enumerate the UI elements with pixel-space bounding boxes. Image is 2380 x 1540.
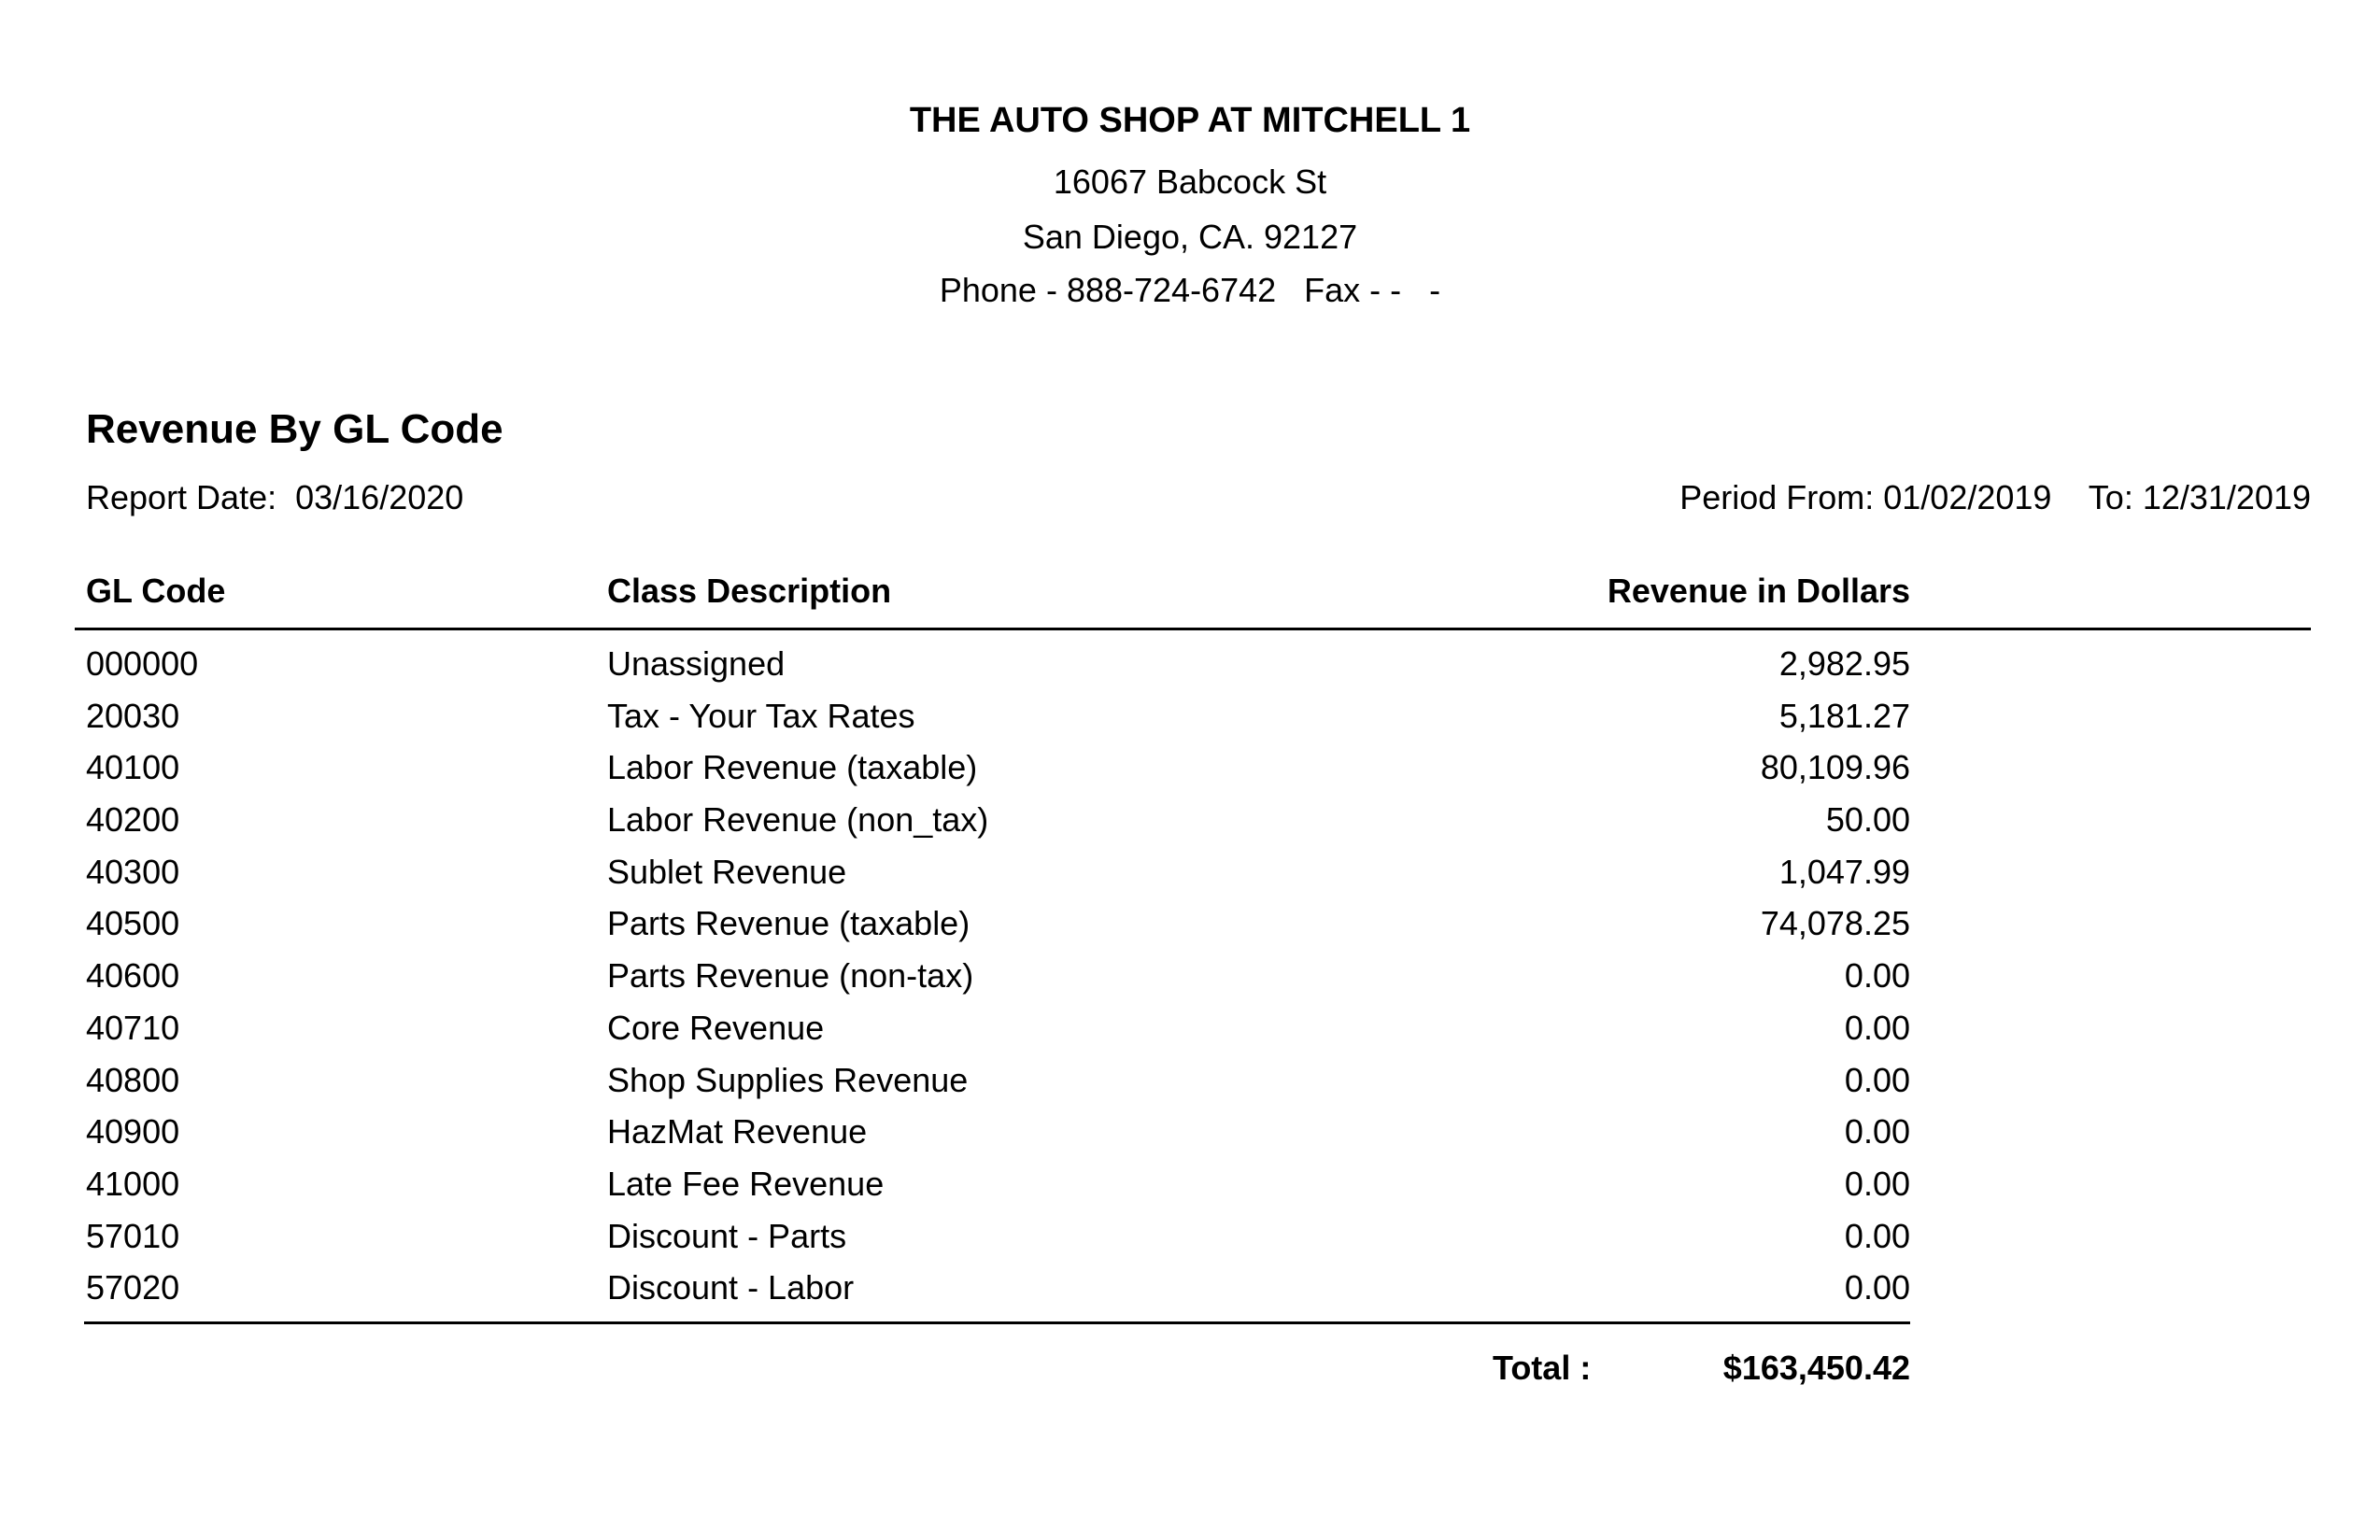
revenue-cell: 0.00 bbox=[1844, 956, 1910, 996]
revenue-cell: 0.00 bbox=[1844, 1112, 1910, 1151]
gl-code-cell: 57010 bbox=[86, 1216, 180, 1255]
revenue-cell: 0.00 bbox=[1844, 1268, 1910, 1307]
company-contact-line: Phone - 888-724-6742 Fax - - - bbox=[939, 271, 1441, 309]
company-address-line2: San Diego, CA. 92127 bbox=[1022, 218, 1358, 256]
revenue-cell: 74,078.25 bbox=[1760, 904, 1910, 943]
gl-code-cell: 40500 bbox=[86, 904, 180, 943]
table-row bbox=[0, 644, 2380, 697]
report-title: Revenue By GL Code bbox=[86, 406, 503, 452]
class-description-cell: Tax - Your Tax Rates bbox=[607, 696, 915, 735]
gl-code-cell: 20030 bbox=[86, 696, 180, 735]
table-row bbox=[0, 1165, 2380, 1217]
table-row bbox=[0, 1217, 2380, 1269]
table-row bbox=[0, 1112, 2380, 1165]
table-row bbox=[0, 853, 2380, 905]
gl-code-cell: 40900 bbox=[86, 1112, 180, 1151]
gl-code-cell: 40800 bbox=[86, 1060, 180, 1099]
revenue-cell: 0.00 bbox=[1844, 1008, 1910, 1047]
column-header-gl-code: GL Code bbox=[86, 572, 226, 610]
class-description-cell: Parts Revenue (non-tax) bbox=[607, 956, 974, 996]
revenue-cell: 80,109.96 bbox=[1760, 748, 1910, 787]
gl-code-cell: 40100 bbox=[86, 748, 180, 787]
gl-code-cell: 41000 bbox=[86, 1164, 180, 1203]
company-name: THE AUTO SHOP AT MITCHELL 1 bbox=[909, 101, 1471, 140]
revenue-cell: 0.00 bbox=[1844, 1164, 1910, 1203]
total-value: $163,450.42 bbox=[1722, 1349, 1910, 1387]
class-description-cell: Discount - Labor bbox=[607, 1268, 855, 1307]
column-header-revenue: Revenue in Dollars bbox=[1607, 572, 1910, 610]
table-row bbox=[0, 800, 2380, 853]
gl-code-cell: 40200 bbox=[86, 800, 180, 840]
table-row bbox=[0, 1268, 2380, 1321]
report-date: Report Date: 03/16/2020 bbox=[86, 478, 464, 516]
gl-code-cell: 40710 bbox=[86, 1008, 180, 1047]
class-description-cell: Core Revenue bbox=[607, 1008, 825, 1047]
gl-code-cell: 40600 bbox=[86, 956, 180, 996]
table-body bbox=[0, 644, 2380, 1321]
revenue-cell: 0.00 bbox=[1844, 1216, 1910, 1255]
gl-code-cell: 40300 bbox=[86, 852, 180, 891]
class-description-cell: Labor Revenue (non_tax) bbox=[607, 800, 989, 840]
table-row bbox=[0, 1061, 2380, 1113]
revenue-cell: 2,982.95 bbox=[1778, 644, 1910, 683]
column-header-class-description: Class Description bbox=[607, 572, 892, 610]
class-description-cell: Sublet Revenue bbox=[607, 852, 847, 891]
class-description-cell: Discount - Parts bbox=[607, 1216, 847, 1255]
class-description-cell: Shop Supplies Revenue bbox=[607, 1060, 969, 1099]
revenue-cell: 1,047.99 bbox=[1778, 852, 1910, 891]
class-description-cell: Unassigned bbox=[607, 644, 786, 683]
revenue-cell: 0.00 bbox=[1844, 1060, 1910, 1099]
table-row bbox=[0, 697, 2380, 749]
header-divider bbox=[75, 628, 2311, 630]
company-address-line1: 16067 Babcock St bbox=[1053, 162, 1327, 201]
table-row bbox=[0, 748, 2380, 800]
revenue-cell: 5,181.27 bbox=[1778, 696, 1910, 735]
class-description-cell: Late Fee Revenue bbox=[607, 1164, 885, 1203]
total-divider bbox=[84, 1321, 1910, 1324]
class-description-cell: HazMat Revenue bbox=[607, 1112, 868, 1151]
gl-code-cell: 000000 bbox=[86, 644, 199, 683]
revenue-cell: 50.00 bbox=[1825, 800, 1910, 840]
class-description-cell: Parts Revenue (taxable) bbox=[607, 904, 970, 943]
gl-code-cell: 57020 bbox=[86, 1268, 180, 1307]
total-label: Total : bbox=[1493, 1349, 1592, 1387]
table-row bbox=[0, 1009, 2380, 1061]
table-row bbox=[0, 904, 2380, 956]
class-description-cell: Labor Revenue (taxable) bbox=[607, 748, 978, 787]
table-row bbox=[0, 956, 2380, 1009]
report-period: Period From: 01/02/2019 To: 12/31/2019 bbox=[1679, 478, 2311, 516]
